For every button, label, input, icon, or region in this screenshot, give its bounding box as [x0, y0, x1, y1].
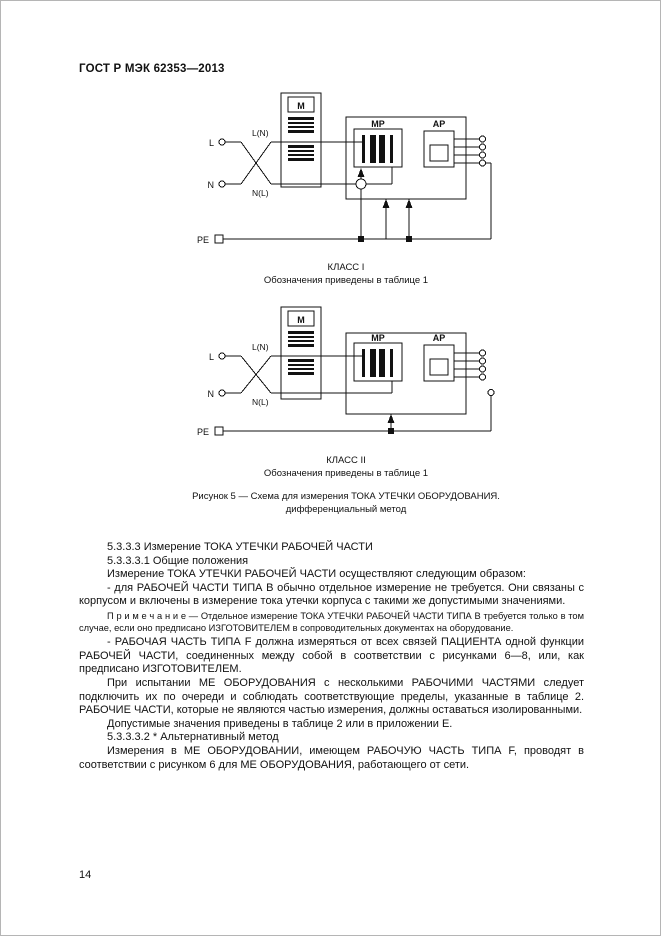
pe-label: PE [197, 235, 210, 245]
heading-5-3-3-3-1: 5.3.3.3.1 Общие положения [107, 554, 249, 567]
page-number: 14 [79, 869, 92, 881]
equipment-enclosure [346, 333, 466, 414]
nl-wire-label: N(L) [252, 188, 269, 198]
mp-box [354, 129, 402, 167]
l-terminal-label: L [208, 352, 214, 362]
m-label: М [297, 315, 305, 325]
n-terminal-label: N [207, 180, 214, 190]
pe-label: PE [197, 427, 210, 437]
mains-terminals [208, 342, 269, 407]
nl-wire-label: N(L) [252, 397, 269, 407]
paragraph: Измерение ТОКА УТЕЧКИ РАБОЧЕЙ ЧАСТИ осуществляют следующим образом: [107, 568, 526, 581]
list-item-type-b: - для РАБОЧЕЙ ЧАСТИ ТИПА В обычно отдельное измерение не требуется. Они связаны с корпусом и включены в измерение тока утечки корпуса с такими же допустимыми значениями. [79, 581, 584, 608]
figure5-caption [111, 490, 581, 516]
heading-5-3-3-3-2: 5.3.3.3.2 * Альтернативный метод [107, 731, 279, 744]
mp-box [354, 343, 402, 381]
heading-5-3-3-3: 5.3.3.3 Измерение ТОКА УТЕЧКИ РАБОЧЕЙ ЧАСТИ [107, 541, 373, 553]
paragraph: Измерения в МЕ ОБОРУДОВАНИИ, имеющем РАБОЧУЮ ЧАСТЬ ТИПА F, проводят в соответствии с рисунком 6 для МЕ ОБОРУДОВАНИЯ, работающего от сети. [79, 744, 584, 771]
ap-label: АР [432, 119, 446, 129]
class2-caption-note: Обозначения приведены в таблице 1 [263, 467, 429, 479]
figure5-caption-line1: Рисунок 5 — Схема для измерения ТОКА УТЕЧКИ ОБОРУДОВАНИЯ. [192, 491, 500, 502]
list-item-type-f: - РАБОЧАЯ ЧАСТЬ ТИПА F должна измеряться от всех связей ПАЦИЕНТА одной функции РАБОЧЕЙ ЧАСТИ, соединенных между собой в соответствии с рисунками 6—8, или, как предписано ИЗГОТОВИТЕЛЕМ. [79, 636, 584, 676]
class2-caption [161, 455, 531, 480]
class2-circuit-diagram [196, 301, 516, 453]
document-header: ГОСТ Р МЭК 62353—2013 [79, 63, 225, 75]
class1-circuit-diagram [196, 87, 516, 263]
paragraph: При испытании МЕ ОБОРУДОВАНИЯ с несколькими РАБОЧИМИ ЧАСТЯМИ следует подключить их по очереди и соблюдать соответствующие пределы, указанные в таблице 2. РАБОЧИЕ ЧАСТИ, которые не являются частью измерения, должны оставаться изолированными. [79, 676, 584, 717]
mp-label: МР [371, 333, 385, 343]
class1-caption-note: Обозначения приведены в таблице 1 [263, 274, 429, 286]
section-content [79, 541, 584, 772]
ln-wire-label: L(N) [252, 128, 269, 138]
measuring-device-m [281, 307, 321, 399]
ln-wire-label: L(N) [252, 342, 269, 352]
class1-caption-title: КЛАСС I [327, 262, 365, 273]
mains-terminals [208, 128, 269, 198]
paragraph: Допустимые значения приведены в таблице 2 или в приложении Е. [107, 717, 453, 730]
mp-label: МР [371, 119, 385, 129]
n-terminal-label: N [207, 389, 214, 399]
figure5-caption-line2: дифференциальный метод [285, 504, 407, 515]
measuring-device-m [281, 93, 321, 187]
m-label: М [297, 101, 305, 111]
l-terminal-label: L [208, 138, 214, 148]
class1-caption [161, 262, 531, 287]
ap-label: АР [432, 333, 446, 343]
class2-caption-title: КЛАСС II [326, 455, 366, 466]
note-paragraph: П р и м е ч а н и е — Отдельное измерение ТОКА УТЕЧКИ РАБОЧЕЙ ЧАСТИ ТИПА В требуется только в том случае, если оно предписано ИЗГОТОВИТЕЛЕМ в сопроводительных документах на оборудование. [79, 610, 584, 633]
